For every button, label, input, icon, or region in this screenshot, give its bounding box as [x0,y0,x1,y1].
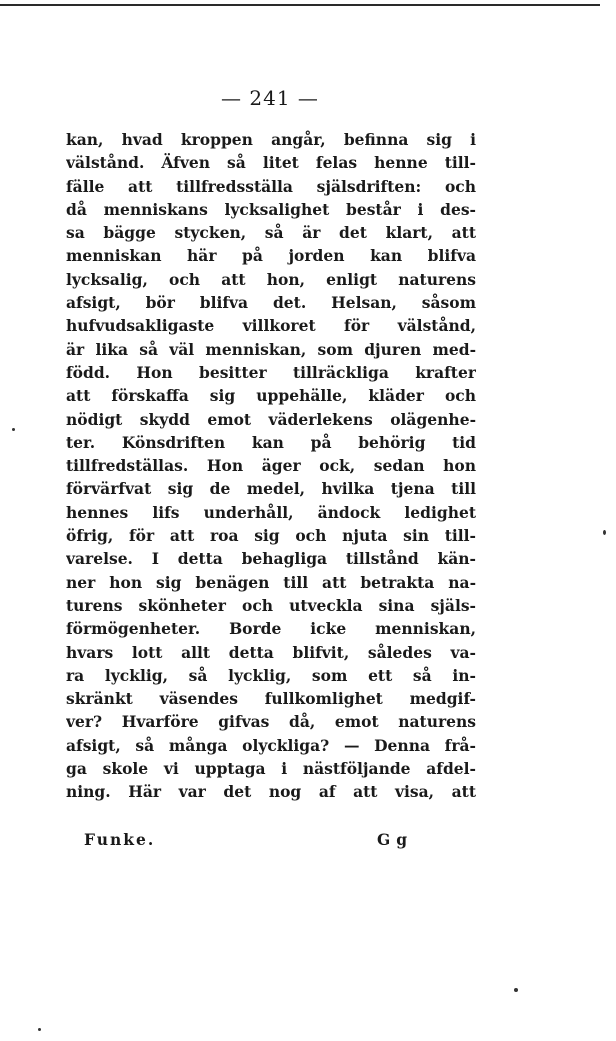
text-line: menniskan här på jorden kan blifva [66,246,476,266]
text-line: öfrig, för att roa sig och njuta sin till- [66,526,476,546]
signature-mark: Gg [377,830,414,849]
text-line: välstånd. Äfven så litet felas henne till- [66,153,476,173]
catchword-author: Funke. [84,830,156,849]
text-line: tillfredställas. Hon äger ock, sedan hon [66,456,476,476]
text-line: turens skönheter och utveckla sina själs- [66,595,476,615]
paper-speck [12,428,15,431]
text-line: ning. Här var det nog af att visa, att [66,782,476,802]
text-line: ra lycklig, så lycklig, som ett så in- [66,665,476,685]
text-line: ver? Hvarföre gifvas då, emot naturens [66,712,476,732]
text-line: är lika så väl menniskan, som djuren med- [66,339,476,359]
page-number-header: — 241 — [221,86,319,110]
text-line: skränkt väsendes fullkomlighet medgif- [66,689,476,709]
text-line: fälle att tillfredsställa själsdriften: och [66,176,476,196]
text-line: född. Hon besitter tillräckliga krafter [66,362,476,382]
text-line: då menniskans lycksalighet består i des- [66,199,476,219]
paper-speck [38,1028,41,1031]
text-line: att förskaffa sig uppehälle, kläder och [66,386,476,406]
text-line: förmögenheter. Borde icke menniskan, [66,619,476,639]
text-line: afsigt, så många olyckliga? — Denna frå- [66,735,476,755]
text-line: varelse. I detta behagliga tillstånd kän- [66,549,476,569]
body-text [66,128,476,804]
paper-speck [514,988,518,992]
text-line: hennes lifs underhåll, ändock ledighet [66,502,476,522]
text-line: hvars lott allt detta blifvit, således va- [66,642,476,662]
text-line: ner hon sig benägen till att betrakta na- [66,572,476,592]
text-line: ter. Könsdriften kan på behörig tid [66,432,476,452]
text-line: ga skole vi upptaga i nästföljande afdel- [66,759,476,779]
text-line: nödigt skydd emot väderlekens olägenhe- [66,409,476,429]
text-line: kan, hvad kroppen angår, befinna sig i [66,130,476,149]
text-line: hufvudsakligaste villkoret för välstånd, [66,316,476,336]
text-line: lycksalig, och att hon, enligt naturens [66,269,476,289]
paper-speck [603,530,606,535]
text-line: förvärfvat sig de medel, hvilka tjena till [66,479,476,499]
text-line: sa bägge stycken, så är det klart, att [66,223,476,243]
text-line: afsigt, bör blifva det. Helsan, såsom [66,293,476,313]
top-border-rule [0,4,600,6]
